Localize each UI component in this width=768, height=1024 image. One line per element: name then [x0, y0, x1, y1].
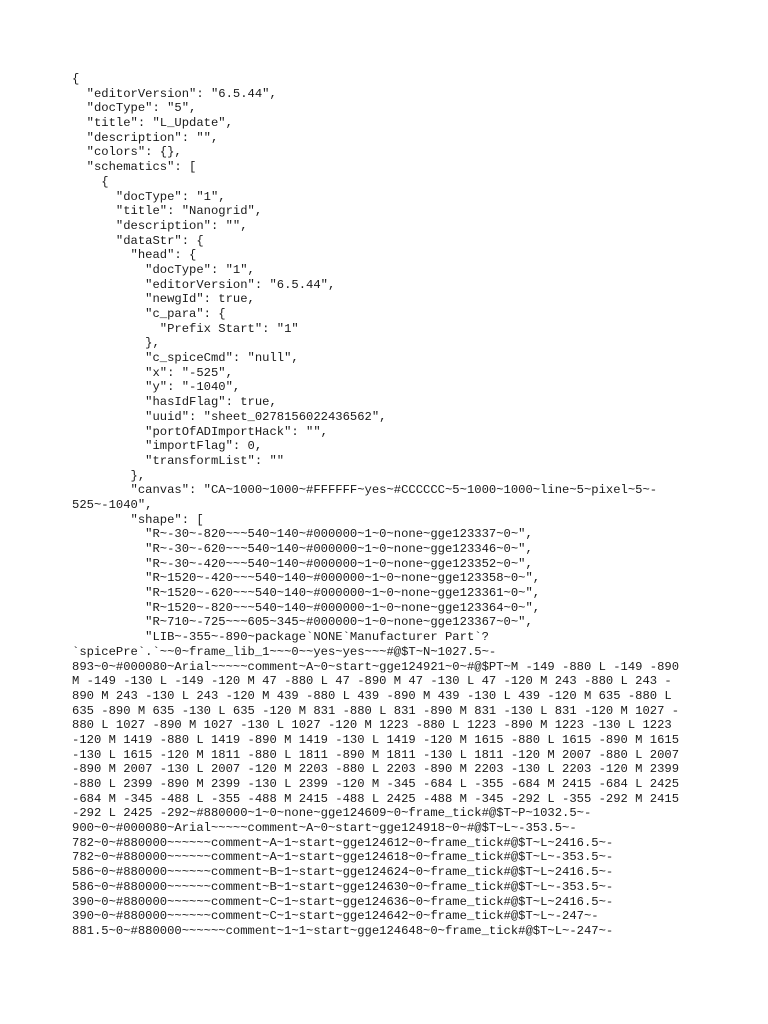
- code-line: -890 M 2007 -130 L 2007 -120 M 2203 -880 L 2203 -890 M 2203 -130 L 2203 -120 M 2399: [72, 762, 680, 777]
- code-line: "c_para": {: [72, 307, 226, 321]
- code-line: "description": "",: [72, 130, 219, 145]
- code-line: "schematics": [: [72, 160, 197, 175]
- code-line: "title": "L_Update",: [72, 116, 233, 131]
- code-line: "R~1520~-420~~~540~140~#000000~1~0~none~gge123358~0~",: [72, 571, 541, 586]
- code-line: 635 -890 M 635 -130 L 635 -120 M 831 -880 L 831 -890 M 831 -130 L 831 -120 M 1027 -: [72, 703, 680, 718]
- code-line: "docType": "5",: [72, 101, 197, 116]
- code-line: {: [72, 174, 109, 189]
- code-line: -684 M -345 -488 L -355 -488 M 2415 -488 L 2425 -488 M -345 -292 L -355 -292 M 2415: [72, 791, 680, 806]
- code-line: "newgId": true,: [72, 292, 255, 307]
- code-line: "y": "-1040",: [72, 380, 241, 395]
- code-line: 586~0~#880000~~~~~~comment~B~1~start~gge124624~0~frame_tick#@$T~L~2416.5~-: [72, 865, 614, 880]
- code-line: "title": "Nanogrid",: [72, 204, 263, 219]
- code-line: "hasIdFlag": true,: [72, 395, 277, 410]
- code-line: "editorVersion": "6.5.44",: [72, 86, 277, 101]
- code-line: "x": "-525",: [72, 365, 233, 380]
- code-line: "R~-30~-620~~~540~140~#000000~1~0~none~gge123346~0~",: [72, 542, 533, 556]
- code-line: "c_spiceCmd": "null",: [72, 351, 299, 366]
- code-line: "editorVersion": "6.5.44",: [72, 277, 336, 292]
- code-line: -880 L 2399 -890 M 2399 -130 L 2399 -120 M -345 -684 L -355 -684 M 2415 -684 L 2425: [72, 777, 680, 791]
- code-line: 390~0~#880000~~~~~~comment~C~1~start~gge124642~0~frame_tick#@$T~L~-247~-: [72, 909, 599, 924]
- code-line: {: [72, 72, 80, 86]
- code-line: "R~-30~-420~~~540~140~#000000~1~0~none~gge123352~0~",: [72, 556, 533, 571]
- code-line: 586~0~#880000~~~~~~comment~B~1~start~gge124630~0~frame_tick#@$T~L~-353.5~-: [72, 879, 614, 894]
- code-line: "R~-30~-820~~~540~140~#000000~1~0~none~gge123337~0~",: [72, 527, 533, 542]
- code-line: "docType": "1",: [72, 189, 226, 204]
- code-line: 900~0~#000080~Arial~~~~~comment~A~0~start~gge124918~0~#@$T~L~-353.5~-: [72, 821, 577, 836]
- code-line: "dataStr": {: [72, 233, 204, 248]
- code-line: 881.5~0~#880000~~~~~~comment~1~1~start~gge124648~0~frame_tick#@$T~L~-247~-: [72, 923, 614, 938]
- code-line: -292 L 2425 -292~#880000~1~0~none~gge124609~0~frame_tick#@$T~P~1032.5~-: [72, 806, 592, 821]
- code-line: "R~1520~-820~~~540~140~#000000~1~0~none~gge123364~0~",: [72, 600, 541, 615]
- code-line: -120 M 1419 -880 L 1419 -890 M 1419 -130 L 1419 -120 M 1615 -880 L 1615 -890 M 1615: [72, 732, 680, 747]
- code-line: "R~710~-725~~~605~345~#000000~1~0~none~gge123367~0~",: [72, 615, 533, 630]
- code-line: 390~0~#880000~~~~~~comment~C~1~start~gge124636~0~frame_tick#@$T~L~2416.5~-: [72, 894, 614, 909]
- code-line: `spicePre`.`~~0~frame_lib_1~~~0~~yes~yes~~~#@$T~N~1027.5~-: [72, 644, 497, 659]
- code-line: "colors": {},: [72, 145, 182, 160]
- code-line: "description": "",: [72, 218, 248, 233]
- code-line: 890 M 243 -130 L 243 -120 M 439 -880 L 439 -890 M 439 -130 L 439 -120 M 635 -880 L: [72, 688, 672, 703]
- code-line: },: [72, 468, 146, 483]
- code-line: "shape": [: [72, 512, 204, 527]
- code-line: "docType": "1",: [72, 262, 255, 277]
- json-source-text: [72, 72, 679, 939]
- code-line: "Prefix Start": "1": [72, 321, 299, 336]
- code-line: "LIB~-355~-890~package`NONE`Manufacturer Part`?: [72, 630, 489, 645]
- code-line: "uuid": "sheet_0278156022436562",: [72, 409, 387, 424]
- code-line: },: [72, 336, 160, 351]
- code-line: 893~0~#000080~Arial~~~~~comment~A~0~start~gge124921~0~#@$PT~M -149 -880 L -149 -890: [72, 659, 680, 674]
- code-line: "importFlag": 0,: [72, 439, 263, 454]
- code-line: -130 L 1615 -120 M 1811 -880 L 1811 -890 M 1811 -130 L 1811 -120 M 2007 -880 L 2007: [72, 747, 680, 762]
- code-line: 782~0~#880000~~~~~~comment~A~1~start~gge124618~0~frame_tick#@$T~L~-353.5~-: [72, 850, 614, 865]
- code-line: "canvas": "CA~1000~1000~#FFFFFF~yes~#CCCCCC~5~1000~1000~line~5~pixel~5~-: [72, 483, 658, 498]
- code-line: 525~-1040",: [72, 497, 153, 512]
- code-line: 880 L 1027 -890 M 1027 -130 L 1027 -120 M 1223 -880 L 1223 -890 M 1223 -130 L 1223: [72, 718, 672, 733]
- code-line: "head": {: [72, 248, 197, 263]
- code-line: "portOfADImportHack": "",: [72, 424, 328, 439]
- code-line: "transformList": "": [72, 453, 285, 468]
- code-line: 782~0~#880000~~~~~~comment~A~1~start~gge124612~0~frame_tick#@$T~L~2416.5~-: [72, 835, 614, 850]
- code-line: "R~1520~-620~~~540~140~#000000~1~0~none~gge123361~0~",: [72, 586, 541, 601]
- code-line: M -149 -130 L -149 -120 M 47 -880 L 47 -890 M 47 -130 L 47 -120 M 243 -880 L 243 -: [72, 674, 672, 689]
